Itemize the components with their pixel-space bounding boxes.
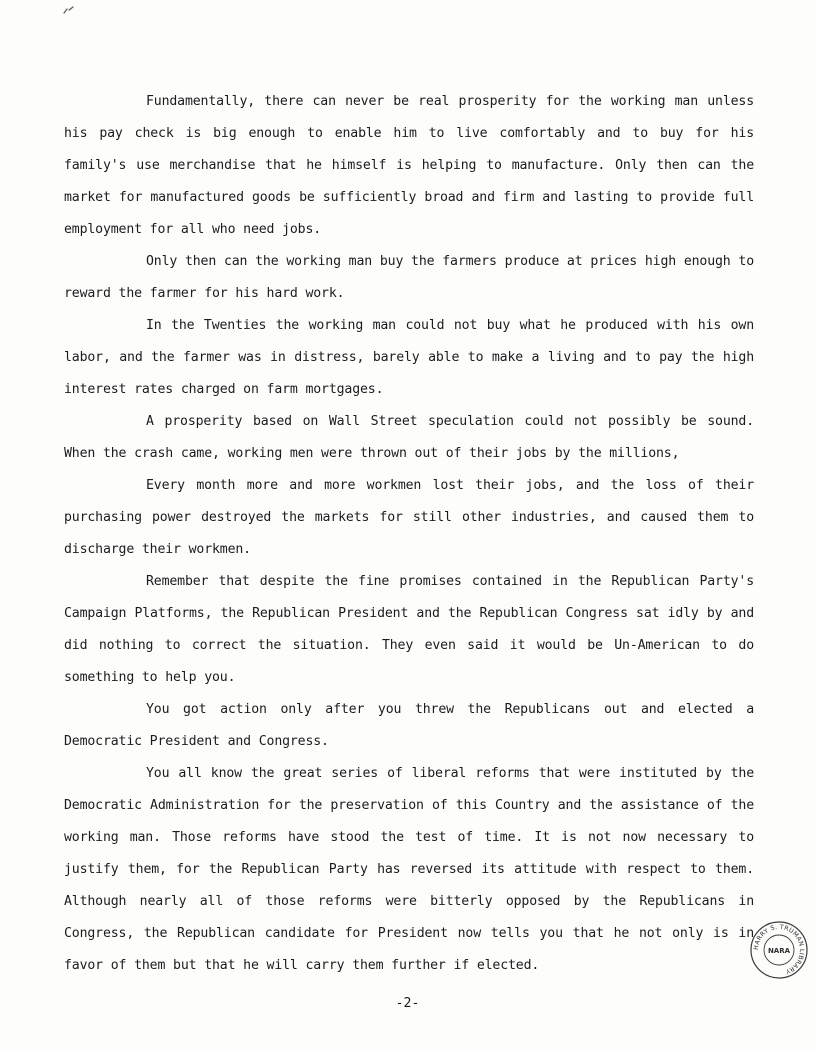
pen-mark-icon — [63, 6, 77, 14]
paragraph-8: You all know the great series of liberal reforms that were instituted by the Democratic Administration for the preservation of this Country and the assistance of the working man. Those reforms have stood the test of time. It is not now necessary to justify them, for the Republican Party has reversed its attitude with respect to them. Although nearly all of those reforms were bitterly opposed by the Republicans in Congress, the Republican candidate for President now tells you that he not only is in favor of them but that he will carry them further if elected. — [64, 766, 754, 973]
paragraph-3: In the Twenties the working man could not buy what he produced with his own labor, and the farmer was in distress, barely able to make a living and to pay the high interest rates charged on farm mortgages. — [64, 318, 754, 397]
paragraph-5: Every month more and more workmen lost their jobs, and the loss of their purchasing power destroyed the markets for still other industries, and caused them to discharge their workmen. — [64, 478, 754, 557]
paragraph-6: Remember that despite the fine promises contained in the Republican Party's Campaign Platforms, the Republican President and the Republican Congress sat idly by and did nothing to correct the situation. They even said it would be Un-American to do something to help you. — [64, 574, 754, 685]
document-body — [64, 86, 754, 982]
stamp-center-text: NARA — [767, 947, 791, 955]
paragraph-4: A prosperity based on Wall Street speculation could not possibly be sound. When the crash came, working men were thrown out of their jobs by the millions, — [64, 414, 754, 461]
paragraph-7: You got action only after you threw the Republicans out and elected a Democratic President and Congress. — [64, 702, 754, 749]
paragraph-1: Fundamentally, there can never be real prosperity for the working man unless his pay check is big enough to enable him to live comfortably and to buy for his family's use merchandise that he himself is helping to manufacture. Only then can the market for manufactured goods be sufficiently broad and firm and lasting to provide full employment for all who need jobs. — [64, 94, 754, 237]
paragraph-2: Only then can the working man buy the farmers produce at prices high enough to reward the farmer for his hard work. — [64, 254, 754, 301]
library-stamp-icon — [749, 920, 809, 980]
page-number: -2- — [395, 996, 420, 1011]
stamp-ring-text: HARRY S. TRUMAN LIBRARY — [752, 923, 806, 975]
